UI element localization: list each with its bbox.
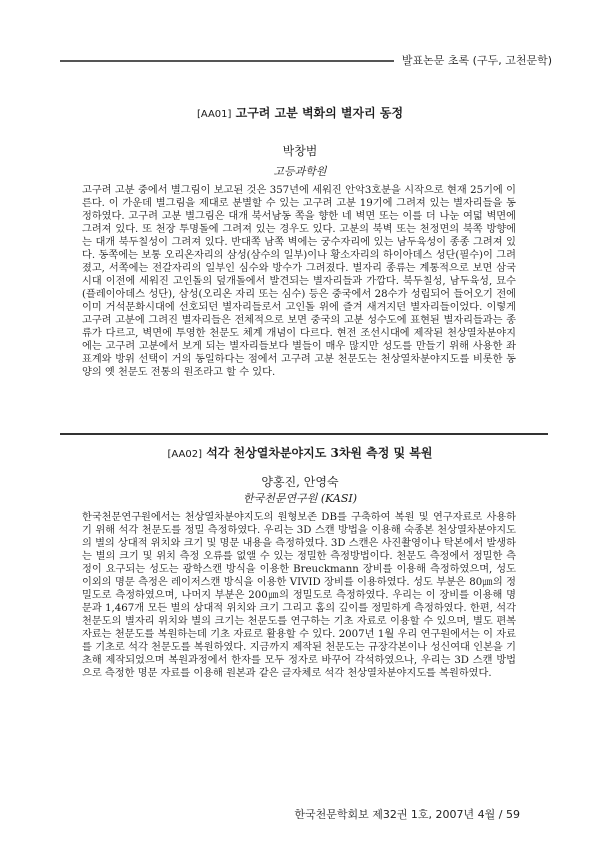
abstract-1-body: 고구려 고분 중에서 별그림이 보고된 것은 357년에 세워진 안악3호분을 시작으로 현재 25기에 이른다. 이 가운데 별그림을 제대로 분별할 수 있는 고구려 고분 19기에 그려져 있는 별자리들을 동정하였다. 고구려 고분 별그림은 대개 북서남동 쪽을 향한 네 벽면 또는 이를 더 나눈 여덟 벽면에 그려져 있다. 또 천장 투명돌에 그려져 있는 경우도 있다. 고분의 북벽 또는 천정면의 북쪽 방향에는 대개 북두칠성이 그려져 있다. 반대쪽 남쪽 벽에는 궁수자리에 있는 남두육성이 종종 그려져 있다. 동쪽에는 보통 오리온자리의 삼성(삼수의 일부)이나 황소자리의 하이아데스 성단(필수)이 그려졌고, 서쪽에는 전갈자리의 일부인 심수와 방수가 그려졌다. 별자리 종류는 계통적으로 보면 삼국시대 이전에 세워진 고인돌의 덮개돌에서 발견되는 별자리들과 가깝다. 북두칠성, 남두육성, 묘수(플레이아데스 성단), 삼성(오리온 자리 또는 심수) 등은 중국에서 28수가 성립되어 들어오기 전에 이미 거석문화시대에 선호되던 별자리들로서 고인돌 위에 즐겨 새겨지던 별자리들이었다. 이렇게 고구려 고분에 그려진 별자리들은 전체적으로 보면 중국의 고분 성수도에 표현된 별자리들과는 종류가 다르고, 벽면에 투영한 천문도 체계 개념이 다르다. 현전 조선시대에 제작된 천상열차분야지에는 고구려 고분에서 보게 되는 별자리들보다 별들이 매우 많지만 성도를 만들기 위해 사용한 좌표계와 방위 선택이 거의 동일하다는 점에서 고구려 고분 천문도는 천상열차분야지도를 비롯한 동양의 옛 천문도 전통의 원조라고 할 수 있다. bbox=[82, 185, 516, 378]
page-footer: 한국천문학회보 제32권 1호, 2007년 4월 / 59 bbox=[294, 808, 520, 821]
abstract-1-title: 고구려 고분 벽화의 별자리 동정 bbox=[235, 106, 404, 120]
abstract-1-author: 박창범 bbox=[282, 144, 318, 158]
abstract-2-body: 한국천문연구원에서는 천상열차분야지도의 원형보존 DB를 구축하여 복원 및 연구자료로 사용하기 위해 석각 천문도를 정밀 측정하였다. 우리는 3D 스캔 방법을 이용해 숙종본 천상열차분야지도의 별의 상대적 위치와 크기 및 명문 내용을 측정하였다. 3D 스캔은 사진촬영이나 탁본에서 발생하는 별의 크기 및 위치 측정 오류를 없앨 수 있는 정밀한 측정방법이다. 천문도 측정에서 정밀한 측정이 요구되는 성도는 광학스캔 방식을 이용한 Breuckmann 장비를 이용해 측정하였으며, 성도 이외의 명문 측정은 레이저스캔 방식을 이용한 VIVID 장비를 이용하였다. 성도 부분은 80㎛의 정밀도로 측정하였으며, 나머지 부분은 200㎛의 정밀도로 측정하였다. 우리는 이 장비를 이용해 명문과 1,467개 모든 별의 상대적 위치와 크기 그리고 홈의 깊이를 정밀하게 측정하였다. 한편, 석각 천문도의 별자리 위치와 별의 크기는 천문도를 연구하는 기초 자료로 이용할 수 있으며, 별도 편복 자료는 천문도를 복원하는데 기초 자료로 활용할 수 있다. 2007년 1월 우리 연구원에서는 이 자료를 기초로 석각 천문도를 복원하였다. 지금까지 제작된 천문도는 규장각본이나 성신여대 인본을 기초해 제작되었으며 복원과정에서 한자를 모두 정자로 바꾸어 각석하였으나, 우리는 3D 스캔 방법으로 측정한 명문 자료를 이용해 원본과 같은 글자체로 석각 천상열차분야지도를 복원하였다. bbox=[82, 512, 516, 679]
abstract-2-title: 석각 천상열차분야지도 3차원 측정 및 복원 bbox=[206, 446, 433, 460]
abstract-1-title-line bbox=[0, 104, 600, 121]
abstract-2-code: [AA02] bbox=[167, 449, 202, 460]
section-divider bbox=[60, 433, 548, 435]
abstract-2-author: 양홍진, 안영숙 bbox=[261, 475, 339, 489]
section-label: 발표논문 초록 (구두, 고천문학) bbox=[394, 52, 552, 68]
abstract-2-affiliation: 한국천문연구원 (KASI) bbox=[242, 492, 358, 505]
abstract-2-title-line bbox=[0, 444, 600, 461]
abstract-1-affiliation: 고등과학원 bbox=[273, 165, 327, 178]
abstract-1-code: [AA01] bbox=[196, 109, 232, 120]
